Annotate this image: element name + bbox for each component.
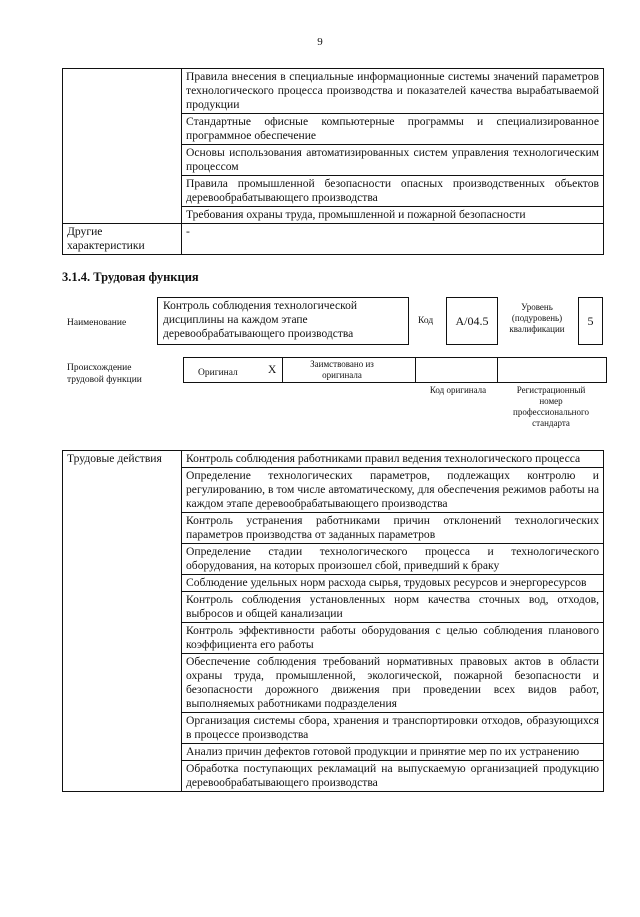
table-cell: Контроль соблюдения работниками правил ведения технологического процесса [182,451,604,468]
code-box: А/04.5 [446,297,498,345]
code-original-label: Код оригинала [429,385,487,395]
reg-number-label: Регистрационный номер профессионального стандарта [513,385,589,428]
original-mark: Х [268,364,277,376]
level-label: Уровень (подуровень) квалификации [509,302,565,334]
table-row [63,69,604,114]
table-cell: Анализ причин дефектов готовой продукции и принятие мер по их устранению [182,744,604,761]
table-cell: Организация системы сбора, хранения и транспортировки отходов, образующихся в процессе производства [182,713,604,744]
table-cell: Определение технологических параметров, подлежащих контролю и регулированию, в том числе автоматическому, для обеспечения режимов работы на каждом этапе деревообрабатывающего производства [182,468,604,513]
table-cell: Основы использования автоматизированных систем управления технологическим процессом [182,145,604,176]
table-cell: Контроль устранения работниками причин отклонений технологических параметров производства от заданных параметров [182,513,604,544]
cell-divider [415,358,416,382]
cell-divider [282,358,283,382]
table-cell: Контроль эффективности работы оборудования с целью соблюдения планового коэффициента его работы [182,623,604,654]
function-name-box: Контроль соблюдения технологической дисциплины на каждом этапе деревообрабатывающего производства [157,297,409,345]
cell-divider [497,358,498,382]
table-row [63,224,604,255]
table-cell: Соблюдение удельных норм расхода сырья, трудовых ресурсов и энергоресурсов [182,575,604,592]
table-cell: Обеспечение соблюдения требований нормативных правовых актов в области охраны труда, промышленной, экологической, пожарной безопасности и безопасности дорожного движения при проведении всех видов работ, выполняемых работниками подразделения [182,654,604,713]
table-cell: Правила промышленной безопасности опасных производственных объектов деревообрабатывающего производства [182,176,604,207]
name-label: Наименование [67,318,127,328]
page-number: 9 [317,36,323,48]
origin-table [183,357,607,383]
table-cell: Правила внесения в специальные информационные системы значений параметров технологического процесса производства и показателей качества вырабатываемой продукции [182,69,604,114]
other-characteristics-value: - [182,224,604,255]
labor-actions-table [62,450,604,792]
table-row [63,451,604,468]
origin-label: Происхождение трудовой функции [67,363,142,385]
empty-label-cell [63,69,182,224]
borrowed-label: Заимствовано из оригинала [310,359,374,380]
table-cell: Стандартные офисные компьютерные программы и специализированное программное обеспечение [182,114,604,145]
code-label: Код [418,316,434,326]
knowledge-table [62,68,604,255]
section-title: 3.1.4. Трудовая функция [62,270,199,284]
table-cell: Обработка поступающих рекламаций на выпускаемую организацией продукцию деревообрабатывающего производства [182,761,604,792]
table-cell: Требования охраны труда, промышленной и пожарной безопасности [182,207,604,224]
level-box: 5 [578,297,603,345]
other-characteristics-label: Другие характеристики [63,224,182,255]
original-label: Оригинал [198,368,238,378]
labor-actions-label: Трудовые действия [63,451,182,792]
table-cell: Определение стадии технологического процесса и технологического оборудования, на которых произошел сбой, приведший к браку [182,544,604,575]
table-cell: Контроль соблюдения установленных норм качества сточных вод, отходов, выбросов и общей канализации [182,592,604,623]
